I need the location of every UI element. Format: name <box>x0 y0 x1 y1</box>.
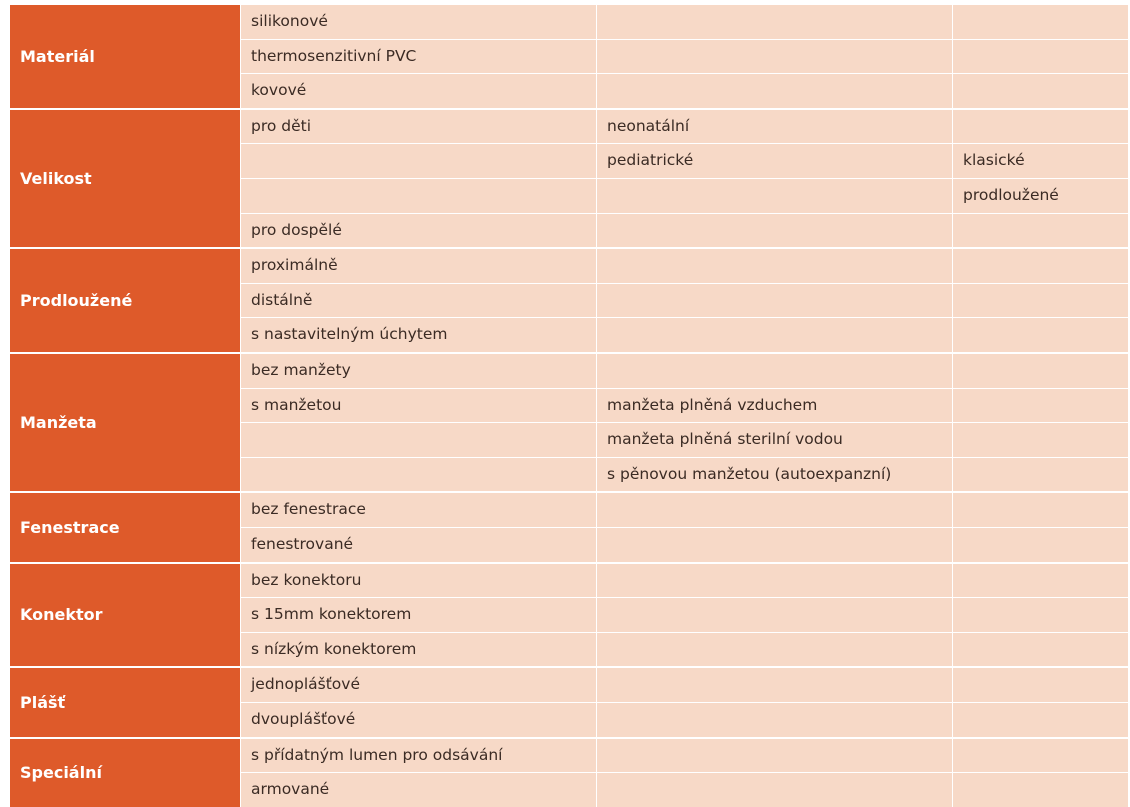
table-cell: s nastavitelným úchytem <box>241 318 596 352</box>
table-cell <box>597 703 952 737</box>
table-cell: manžeta plněná vzduchem <box>597 389 952 423</box>
table-cell: kovové <box>241 74 596 108</box>
table-cell: bez manžety <box>241 354 596 388</box>
table-cell: s pěnovou manžetou (autoexpanzní) <box>597 458 952 492</box>
category-label: Konektor <box>10 564 240 667</box>
table-cell: pediatrické <box>597 144 952 178</box>
table-cell <box>953 249 1128 283</box>
table-cell <box>241 423 596 457</box>
category-label: Speciální <box>10 739 240 807</box>
table-cell <box>953 284 1128 318</box>
table-cell <box>953 214 1128 248</box>
table-cell <box>953 493 1128 527</box>
table-cell: neonatální <box>597 110 952 144</box>
table-cell <box>597 5 952 39</box>
table-cell <box>953 703 1128 737</box>
table-cell <box>597 773 952 807</box>
table-cell: dvouplášťové <box>241 703 596 737</box>
table-cell <box>597 633 952 667</box>
table-cell <box>953 773 1128 807</box>
table-cell <box>953 5 1128 39</box>
category-label: Prodloužené <box>10 249 240 352</box>
category-label: Manžeta <box>10 354 240 491</box>
table-cell: fenestrované <box>241 528 596 562</box>
table-cell: thermosenzitivní PVC <box>241 40 596 74</box>
table-cell: distálně <box>241 284 596 318</box>
table-cell <box>953 668 1128 702</box>
table-cell <box>241 458 596 492</box>
table-cell <box>953 528 1128 562</box>
table-cell: klasické <box>953 144 1128 178</box>
table-cell <box>597 318 952 352</box>
table-cell <box>953 598 1128 632</box>
table-cell <box>953 423 1128 457</box>
table-cell <box>953 633 1128 667</box>
table-cell <box>597 739 952 773</box>
table-cell <box>597 354 952 388</box>
table-cell: bez fenestrace <box>241 493 596 527</box>
table-cell <box>953 74 1128 108</box>
table-cell: proximálně <box>241 249 596 283</box>
table-cell <box>597 493 952 527</box>
table-cell: jednoplášťové <box>241 668 596 702</box>
table-cell: armované <box>241 773 596 807</box>
table-cell <box>597 528 952 562</box>
table-cell <box>953 354 1128 388</box>
table-cell <box>597 284 952 318</box>
table-cell <box>597 74 952 108</box>
table-cell <box>953 458 1128 492</box>
category-label: Plášť <box>10 668 240 736</box>
table-cell <box>597 598 952 632</box>
table-cell <box>241 144 596 178</box>
table-cell <box>597 249 952 283</box>
table-cell <box>953 318 1128 352</box>
category-label: Materiál <box>10 5 240 108</box>
table-cell <box>241 179 596 213</box>
table-cell <box>953 389 1128 423</box>
category-label: Velikost <box>10 110 240 247</box>
table-cell: s 15mm konektorem <box>241 598 596 632</box>
table-cell <box>597 40 952 74</box>
category-label: Fenestrace <box>10 493 240 561</box>
table-cell <box>597 564 952 598</box>
table-cell: s nízkým konektorem <box>241 633 596 667</box>
table-cell <box>953 739 1128 773</box>
table-cell <box>953 110 1128 144</box>
table-cell <box>597 668 952 702</box>
table-cell: bez konektoru <box>241 564 596 598</box>
table-cell: pro děti <box>241 110 596 144</box>
table-cell <box>597 179 952 213</box>
table-cell: s přídatným lumen pro odsávání <box>241 739 596 773</box>
table-cell: prodloužené <box>953 179 1128 213</box>
table-cell: manžeta plněná sterilní vodou <box>597 423 952 457</box>
table-cell <box>953 40 1128 74</box>
table-cell: pro dospělé <box>241 214 596 248</box>
table-cell: silikonové <box>241 5 596 39</box>
table-cell <box>953 564 1128 598</box>
table-cell <box>597 214 952 248</box>
table-cell: s manžetou <box>241 389 596 423</box>
